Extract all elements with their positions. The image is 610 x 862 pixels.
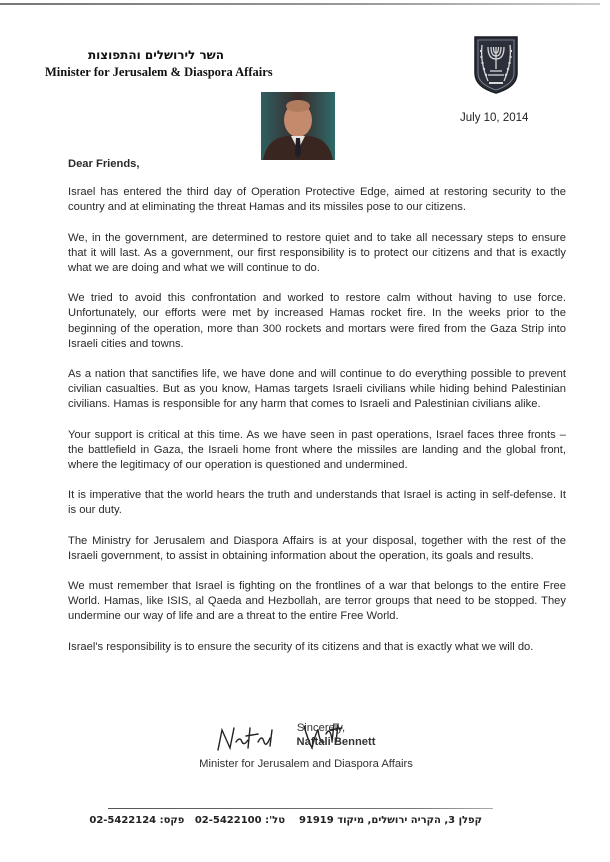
menorah-emblem-icon: [472, 33, 520, 95]
letter-closing: [186, 722, 426, 770]
footer-fax-label: פקס:: [159, 815, 185, 826]
paragraph: It is imperative that the world hears the truth and understands that Israel is acting in self-defense. It is our duty.: [68, 489, 566, 517]
paragraph: We, in the government, are determined to restore quiet and to take all necessary steps to ensure that it will last. As a government, our first responsibility is to protect our citizens and that is exactly what we are doing and what we will continue to do.: [68, 231, 566, 275]
paragraph: As a nation that sanctifies life, we have done and will continue to do everything possible to prevent civilian casualties. But as you know, Hamas targets Israeli civilians while hiding behind Palestinian civilians. Hamas is responsible for any harm that comes to Israeli and Palestinian civilians alike.: [68, 368, 566, 411]
letter-body: [68, 157, 566, 670]
footer-phone: 02-5422100: [194, 815, 262, 826]
footer-address: קפלן 3, הקריה ירושלים, מיקוד 91919: [298, 815, 482, 826]
footer-phone-label: טל':: [265, 815, 285, 826]
top-edge-rule: [0, 3, 600, 5]
greeting: Dear Friends,: [68, 158, 140, 170]
sign-off: Sincerely,: [296, 722, 346, 734]
footer-rule: [108, 808, 493, 809]
paragraph: The Ministry for Jerusalem and Diaspora Affairs is at your disposal, together with the rest of the Israeli government, to assist in obtaining information about the operation, its goals and results.: [68, 534, 566, 562]
footer-fax: 02-5422124: [89, 815, 157, 826]
paragraph: We must remember that Israel is fighting on the frontlines of a war that belongs to the entire Free World. Hamas, like ISIS, al Qaeda and Hezbollah, are terror groups that need to be stopped. They undermine our way of life and are a threat to the entire Free World.: [68, 580, 566, 623]
letterhead-english-title: Minister for Jerusalem & Diaspora Affairs: [45, 65, 273, 79]
signature-block: [186, 734, 426, 754]
paragraph: We tried to avoid this confrontation and worked to restore calm without having to use force. Unfortunately, our efforts were met by increased Hamas rocket fire. In the weeks prior to the beginning of the operation, more than 300 rockets and mortars were fired from the Gaza Strip into Israeli cities and towns.: [68, 292, 566, 350]
paragraph: Your support is critical at this time. As we have seen in past operations, Israel faces three fronts – the battlefield in Gaza, the Israeli home front where the missiles are landing and the global front, where the legitimacy of our operation is questioned and undermined.: [68, 428, 566, 472]
paragraph: Israel has entered the third day of Operation Protective Edge, aimed at restoring security to the country and at eliminating the threat Hamas and its missiles pose to our citizens.: [68, 186, 566, 214]
signer-title: Minister for Jerusalem and Diaspora Affairs: [199, 758, 413, 770]
footer-contact: [89, 815, 482, 826]
signer-name: Naftali Bennett: [296, 736, 376, 748]
letter-date: July 10, 2014: [460, 112, 529, 124]
paragraph: Israel's responsibility is to ensure the security of its citizens and that is exactly what we will do.: [68, 640, 534, 653]
minister-portrait: [261, 92, 335, 160]
letterhead-hebrew-title: השר לירושלים והתפוצות: [87, 48, 225, 62]
